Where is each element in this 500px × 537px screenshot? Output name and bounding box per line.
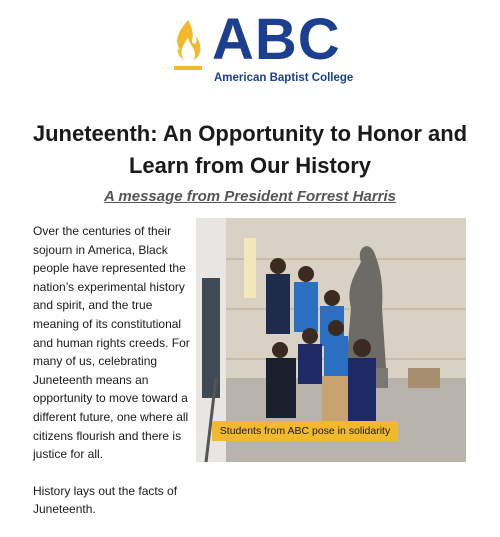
email-header — [0, 0, 500, 96]
logo-text: ABC — [212, 7, 341, 72]
article-body — [33, 222, 195, 537]
article-title: Juneteenth: An Opportunity to Honor and Learn from Our History — [32, 121, 468, 178]
college-name: American Baptist College — [214, 72, 354, 84]
photo-caption: Students from ABC pose in solidarity — [212, 421, 398, 441]
article-subtitle-link[interactable]: A message from President Forrest Harris — [103, 188, 397, 205]
paragraph: Over the centuries of their sojourn in America, Black people have represented the nation’s experimental history and spirit, and the true meaning of its constitutional and human rights creeds. For many of us, celebrating Juneteenth means an opportunity to move toward a different future, one where all citizens flourish and there is justice for all. — [33, 224, 190, 462]
paragraph: History lays out the facts of Juneteenth. — [33, 483, 178, 517]
flame-icon — [168, 18, 208, 78]
